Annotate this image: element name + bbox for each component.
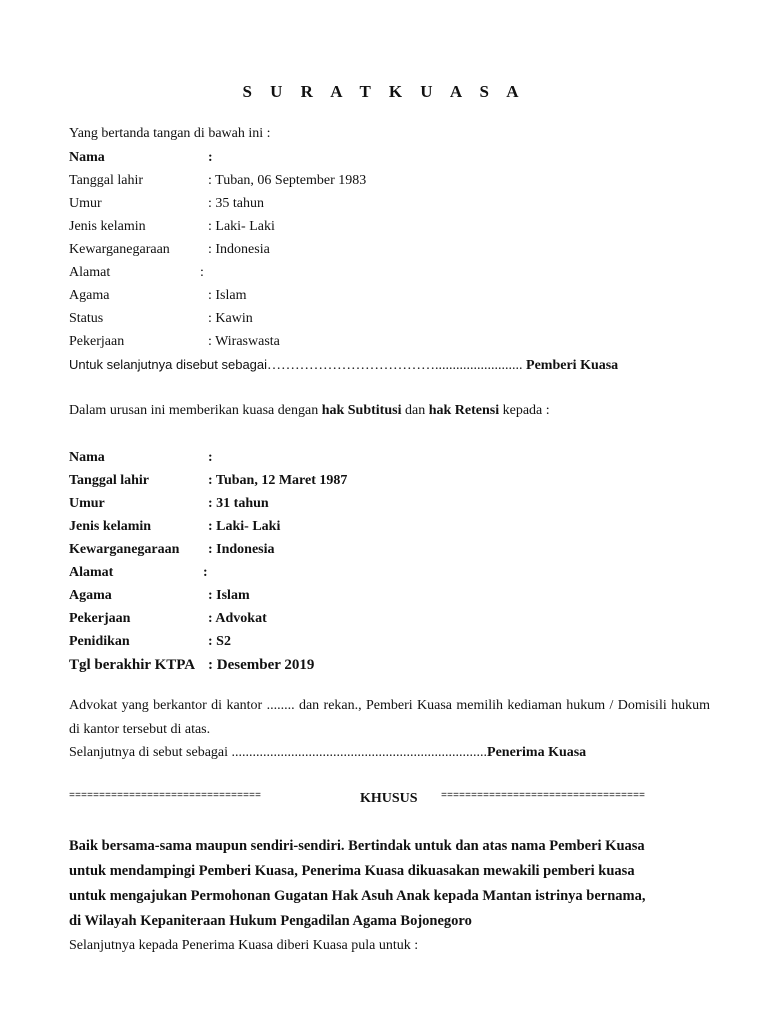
body-bold-line: di Wilayah Kepaniteraan Hukum Pengadilan Agama Bojonegoro [69,913,472,929]
pemberi-value-agama: : Islam [208,288,247,303]
selanjutnya-line [69,745,586,761]
penerima-label-jenis-kelamin: Jenis kelamin [69,519,152,534]
penerima-value-nama: : [208,450,213,465]
penerima-label-pekerjaan: Pekerjaan [69,611,131,626]
intro-text: Yang bertanda tangan di bawah ini : [69,126,271,141]
penerima-value-alamat: : [203,565,208,580]
penerima-label-tgl-berakhir-ktpa: Tgl berakhir KTPA [69,657,196,673]
kuasa-statement-suffix: kepada : [499,403,550,418]
pemberi-value-kewarganegaraan: : Indonesia [208,242,270,257]
penerima-value-tgl-berakhir-ktpa: : Desember 2019 [208,657,315,673]
pemberi-label-tanggal-lahir: Tanggal lahir [69,173,144,188]
pemberi-label-kewarganegaraan: Kewarganegaraan [69,242,170,257]
selanjutnya-text: Selanjutnya di sebut sebagai ......................................................................... [69,745,488,760]
penerima-label-alamat: Alamat [69,565,114,580]
pemberi-closing-dots: ………………………………......................... [267,358,523,373]
pemberi-value-nama: : [208,150,213,165]
body-bold-line: untuk mengajukan Permohonan Gugatan Hak Asuh Anak kepada Mantan istrinya bernama, [69,888,646,904]
penerima-value-tanggal-lahir: : Tuban, 12 Maret 1987 [208,473,348,488]
pemberi-label-status: Status [69,311,104,326]
pemberi-label-umur: Umur [69,196,102,211]
penerima-label-pendidikan: Penidikan [69,634,130,649]
last-line: Selanjutnya kepada Penerima Kuasa diberi Kuasa pula untuk : [69,938,419,953]
kuasa-statement-mid: dan [401,403,429,418]
pemberi-value-pekerjaan: : Wiraswasta [208,334,280,349]
penerima-label-agama: Agama [69,588,112,603]
khusus-left-separator: ================================ [69,791,262,802]
khusus-label: KHUSUS [360,791,418,806]
pemberi-closing-role: Pemberi Kuasa [526,358,619,373]
advokat-paragraph: Advokat yang berkantor di kantor ........ dan rekan., Pemberi Kuasa memilih kediaman hukum / Domisili hukum di kantor tersebut di atas. [69,698,710,737]
penerima-label-umur: Umur [69,496,105,511]
pemberi-label-jenis-kelamin: Jenis kelamin [69,219,146,234]
penerima-label-kewarganegaraan: Kewarganegaraan [69,542,180,557]
kuasa-statement-prefix: Dalam urusan ini memberikan kuasa dengan [69,403,322,418]
pemberi-label-agama: Agama [69,288,110,303]
kuasa-statement-term1: hak Subtitusi [321,403,402,418]
penerima-label-tanggal-lahir: Tanggal lahir [69,473,150,488]
pemberi-label-nama: Nama [69,150,105,165]
pemberi-value-alamat: : [200,265,204,280]
penerima-value-agama: : Islam [208,588,250,603]
kuasa-statement-term2: hak Retensi [428,403,500,418]
body-bold-line: untuk mendampingi Pemberi Kuasa, Penerima Kuasa dikuasakan mewakili pemberi kuasa [69,863,635,879]
penerima-label-nama: Nama [69,450,105,465]
penerima-value-jenis-kelamin: : Laki- Laki [208,519,281,534]
penerima-value-pekerjaan: : Advokat [208,611,267,626]
pemberi-value-jenis-kelamin: : Laki- Laki [208,219,275,234]
body-bold-line: Baik bersama-sama maupun sendiri-sendiri. Bertindak untuk dan atas nama Pemberi Kuasa [69,838,645,854]
pemberi-label-pekerjaan: Pekerjaan [69,334,125,349]
penerima-value-umur: : 31 tahun [208,496,269,511]
selanjutnya-role: Penerima Kuasa [487,745,587,760]
penerima-value-kewarganegaraan: : Indonesia [208,542,275,557]
pemberi-closing-line [69,357,618,374]
body-bold-paragraph [69,834,710,934]
pemberi-value-tanggal-lahir: : Tuban, 06 September 1983 [208,173,367,188]
pemberi-value-status: : Kawin [208,311,253,326]
pemberi-value-umur: : 35 tahun [208,196,264,211]
kuasa-statement [69,403,550,419]
pemberi-closing-text: Untuk selanjutnya disebut sebagai [69,357,268,372]
khusus-right-separator: ================================== [441,791,646,802]
penerima-value-pendidikan: : S2 [208,634,231,649]
document-title: S U R A T K U A S A [242,82,526,101]
pemberi-label-alamat: Alamat [69,265,111,280]
